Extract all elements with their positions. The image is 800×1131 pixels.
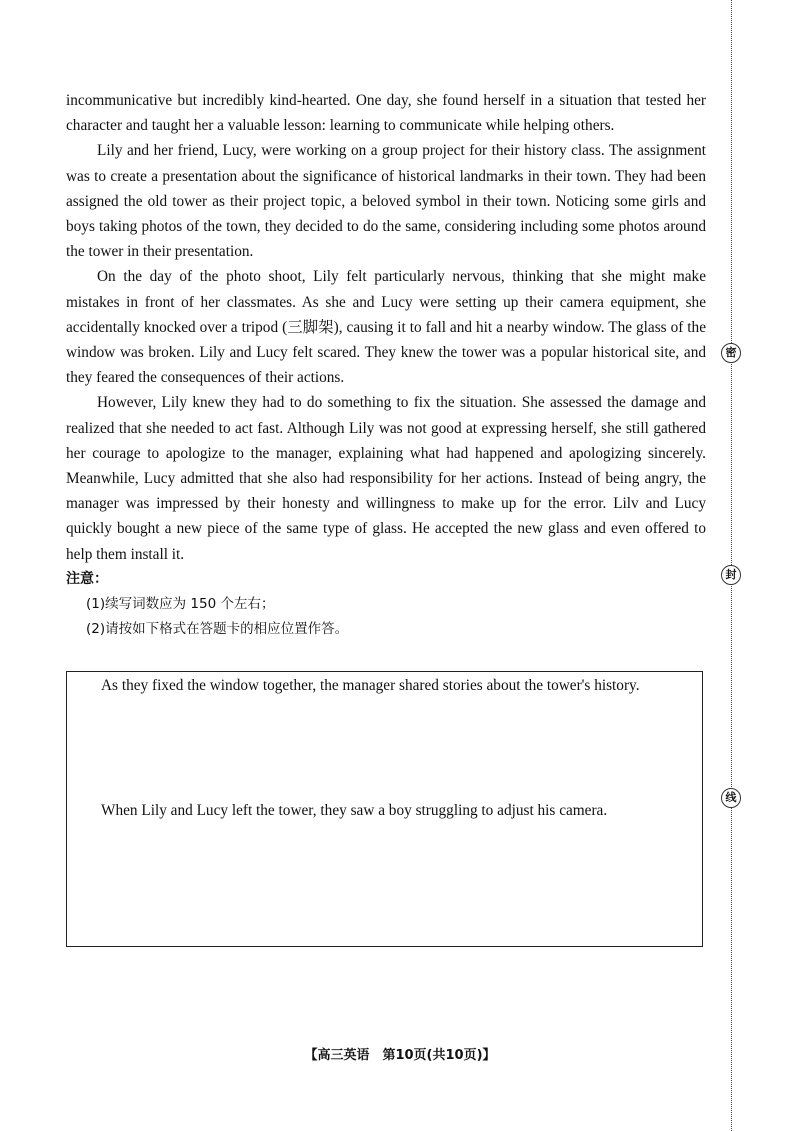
page-footer: 【高三英语 第10页(共10页)】 [304, 1048, 496, 1063]
continuation-prompt-1: As they fixed the window together, the manager shared stories about the tower's history. [101, 677, 640, 694]
answer-box [66, 671, 703, 947]
paragraph: Lily and her friend, Lucy, were working on a group project for their history class. The assignment was to create a presentation about the significance of historical landmarks in their town. They had been assigned the old tower as their project topic, a beloved symbol in their town. Noticing some girls and boys taking photos of the town, they decided to do the same, considering including some photos around the tower in their presentation. [66, 142, 706, 261]
seal-mark-feng: 封 [721, 565, 741, 585]
reading-passage [66, 88, 706, 642]
paragraph: However, Lily knew they had to do something to fix the situation. She assessed the damage and realized that she needed to act fast. Although Lily was not good at expressing herself, she still gathered her courage to apologize to the manager, explaining what had happened and apologizing sincerely. Meanwhile, Lucy admitted that she also had responsibility for her actions. Instead of being angry, the manager was impressed by their honesty and willingness to make up for the error. Lilv and Lucy quickly bought a new piece of the same type of glass. He accepted the new glass and even offered to help them install it. [66, 394, 706, 563]
notes-title: 注意： [66, 570, 108, 587]
note-item: (1)续写词数应为 150 个左右； [86, 596, 275, 613]
paragraph: incommunicative but incredibly kind-hearted. One day, she found herself in a situation that tested her character and taught her a valuable lesson: learning to communicate while helping others. [66, 92, 706, 135]
note-item: (2)请按如下格式在答题卡的相应位置作答。 [86, 621, 349, 638]
continuation-prompt-2: When Lily and Lucy left the tower, they saw a boy struggling to adjust his camera. [101, 802, 608, 819]
seal-mark-xian: 线 [721, 788, 741, 808]
seal-mark-mi: 密 [721, 343, 741, 363]
paragraph: On the day of the photo shoot, Lily felt particularly nervous, thinking that she might make mistakes in front of her classmates. As she and Lucy were setting up their camera equipment, she accidentally knocked over a tripod (三脚架), causing it to fall and hit a nearby window. The glass of the window was broken. Lily and Lucy felt scared. They knew the tower was a popular historical site, and they feared the consequences of their actions. [66, 268, 706, 387]
